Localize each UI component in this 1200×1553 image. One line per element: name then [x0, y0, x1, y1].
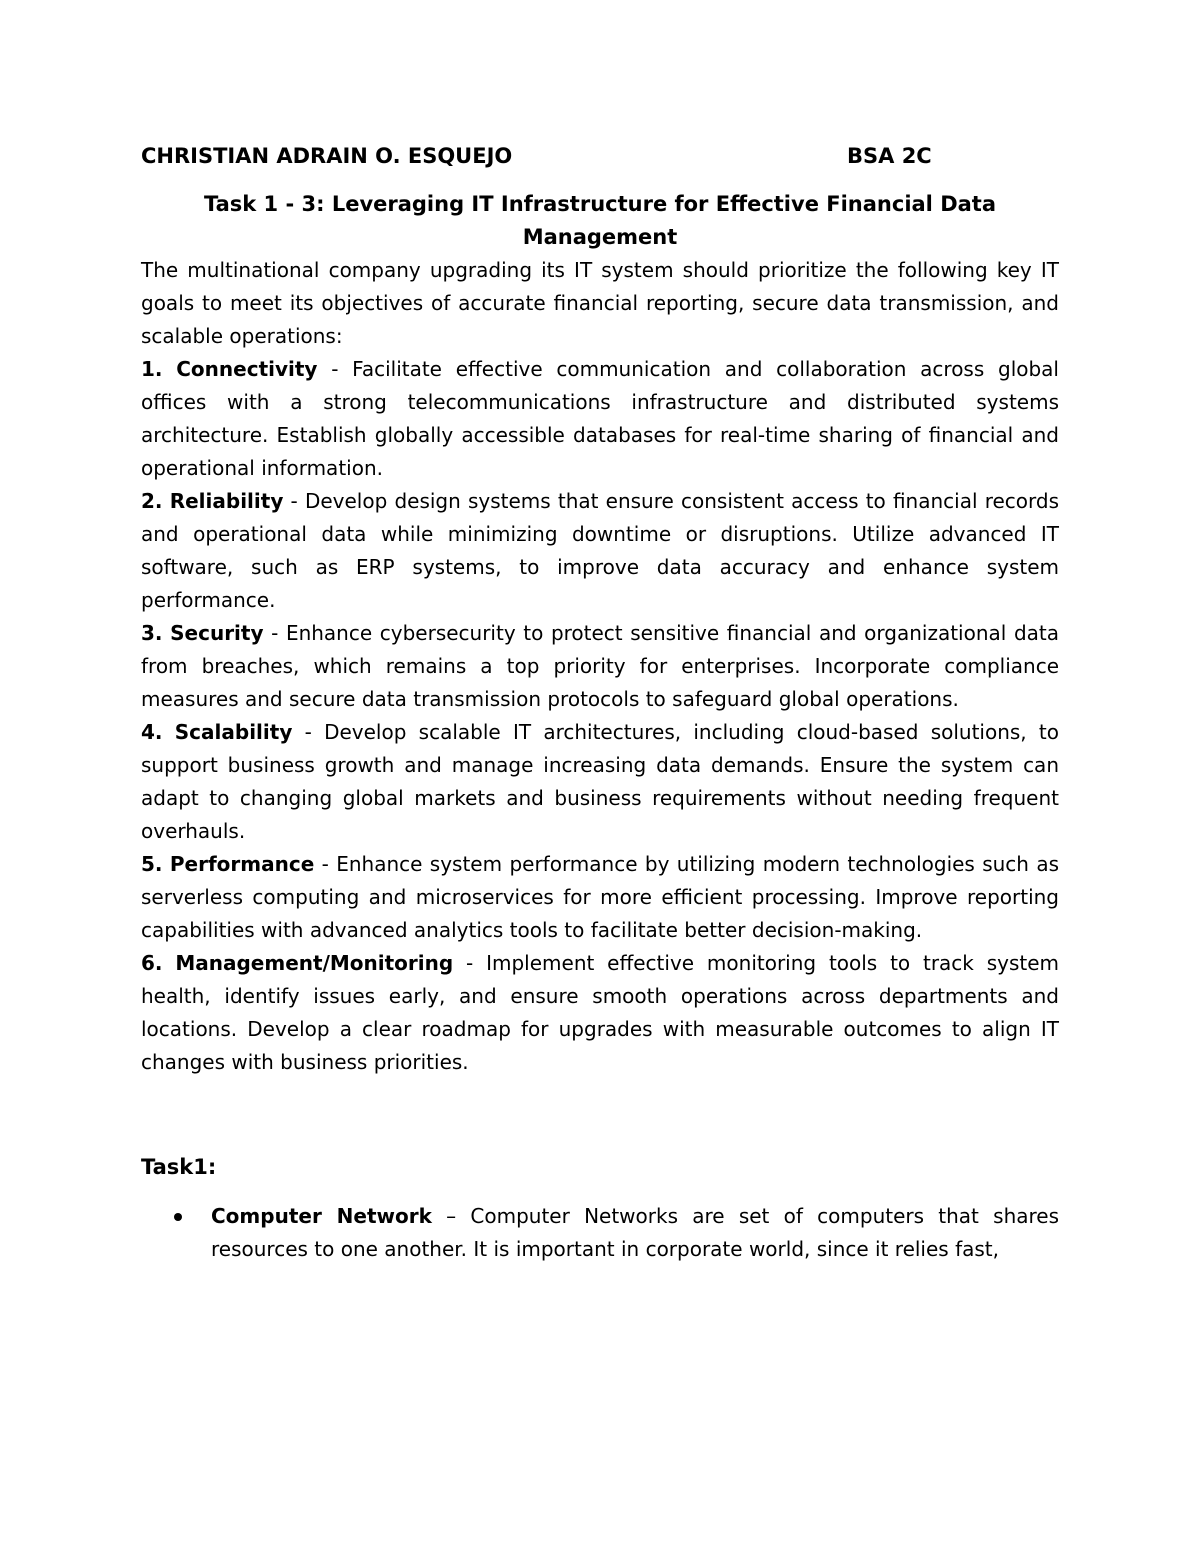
list-item: [141, 1200, 1059, 1266]
goal-separator: -: [292, 720, 325, 744]
task1-list: [141, 1200, 1059, 1266]
goal-text: Develop design systems that ensure consistent access to financial records and operational data while minimizing downtime or disruptions. Utilize advanced IT software, such as ERP systems, to improve data accuracy and enhance system performance.: [141, 489, 1060, 612]
goal-separator: -: [314, 852, 337, 876]
goal-term: Scalability: [174, 720, 293, 744]
goal-text: Implement effective monitoring tools to track system health, identify issues early, and ensure smooth operations across departments and locations. Develop a clear roadmap for upgrades with measurable outcomes to align IT changes with business priorities.: [141, 951, 1060, 1074]
goal-separator: -: [283, 489, 305, 513]
task-text: Computer Networks are set of computers that shares resources to one another. It is important in corporate world, since it relies fast,: [211, 1204, 1060, 1261]
goal-number: 2.: [141, 489, 163, 513]
goal-term: Reliability: [169, 489, 284, 513]
goal-item: [141, 485, 1059, 617]
goal-separator: -: [317, 357, 353, 381]
goal-number: 3.: [141, 621, 163, 645]
goal-number: 4.: [141, 720, 163, 744]
goals-list: [141, 353, 1059, 1079]
goal-separator: -: [263, 621, 286, 645]
document-title: Task 1 - 3: Leveraging IT Infrastructure for Effective Financial Data Management: [203, 192, 997, 249]
task1-heading: Task1:: [141, 1155, 217, 1179]
goal-number: 5.: [141, 852, 163, 876]
goal-text: Enhance cybersecurity to protect sensitive financial and organizational data from breaches, which remains a top priority for enterprises. Incorporate compliance measures and secure data transmission protocols to safeguard global operations.: [141, 621, 1059, 711]
class-section: BSA 2C: [847, 144, 932, 168]
task-separator: –: [431, 1204, 471, 1228]
document-content: [141, 144, 1059, 1266]
goal-term: Security: [170, 621, 264, 645]
goal-text: Enhance system performance by utilizing modern technologies such as serverless computing and microservices for more efficient processing. Improve reporting capabilities with advanced analytics tools to facilitate better decision-making.: [141, 852, 1060, 942]
goal-text: Facilitate effective communication and collaboration across global offices with a strong telecommunications infrastructure and distributed systems architecture. Establish globally accessible databases for real-time sharing of financial and operational information.: [141, 357, 1059, 480]
goal-item: [141, 947, 1059, 1079]
goal-term: Performance: [169, 852, 315, 876]
student-name: CHRISTIAN ADRAIN O. ESQUEJO: [141, 144, 513, 168]
goal-term: Connectivity: [176, 357, 318, 381]
goal-number: 6.: [141, 951, 163, 975]
header-line: [141, 144, 1059, 174]
goal-item: [141, 617, 1059, 716]
goal-text: Develop scalable IT architectures, including cloud-based solutions, to support business growth and manage increasing data demands. Ensure the system can adapt to changing global markets and business requirements without needing frequent overhauls.: [141, 720, 1059, 843]
intro-paragraph: The multinational company upgrading its IT system should prioritize the following key IT goals to meet its objectives of accurate financial reporting, secure data transmission, and scalable operations:: [141, 258, 1059, 348]
goal-item: [141, 353, 1059, 485]
goal-term: Management/Monitoring: [175, 951, 454, 975]
goal-number: 1.: [141, 357, 163, 381]
goal-item: [141, 716, 1059, 848]
task-term: Computer Network: [211, 1204, 432, 1228]
goal-item: [141, 848, 1059, 947]
goal-separator: -: [453, 951, 487, 975]
bullet-icon: [174, 1213, 182, 1221]
